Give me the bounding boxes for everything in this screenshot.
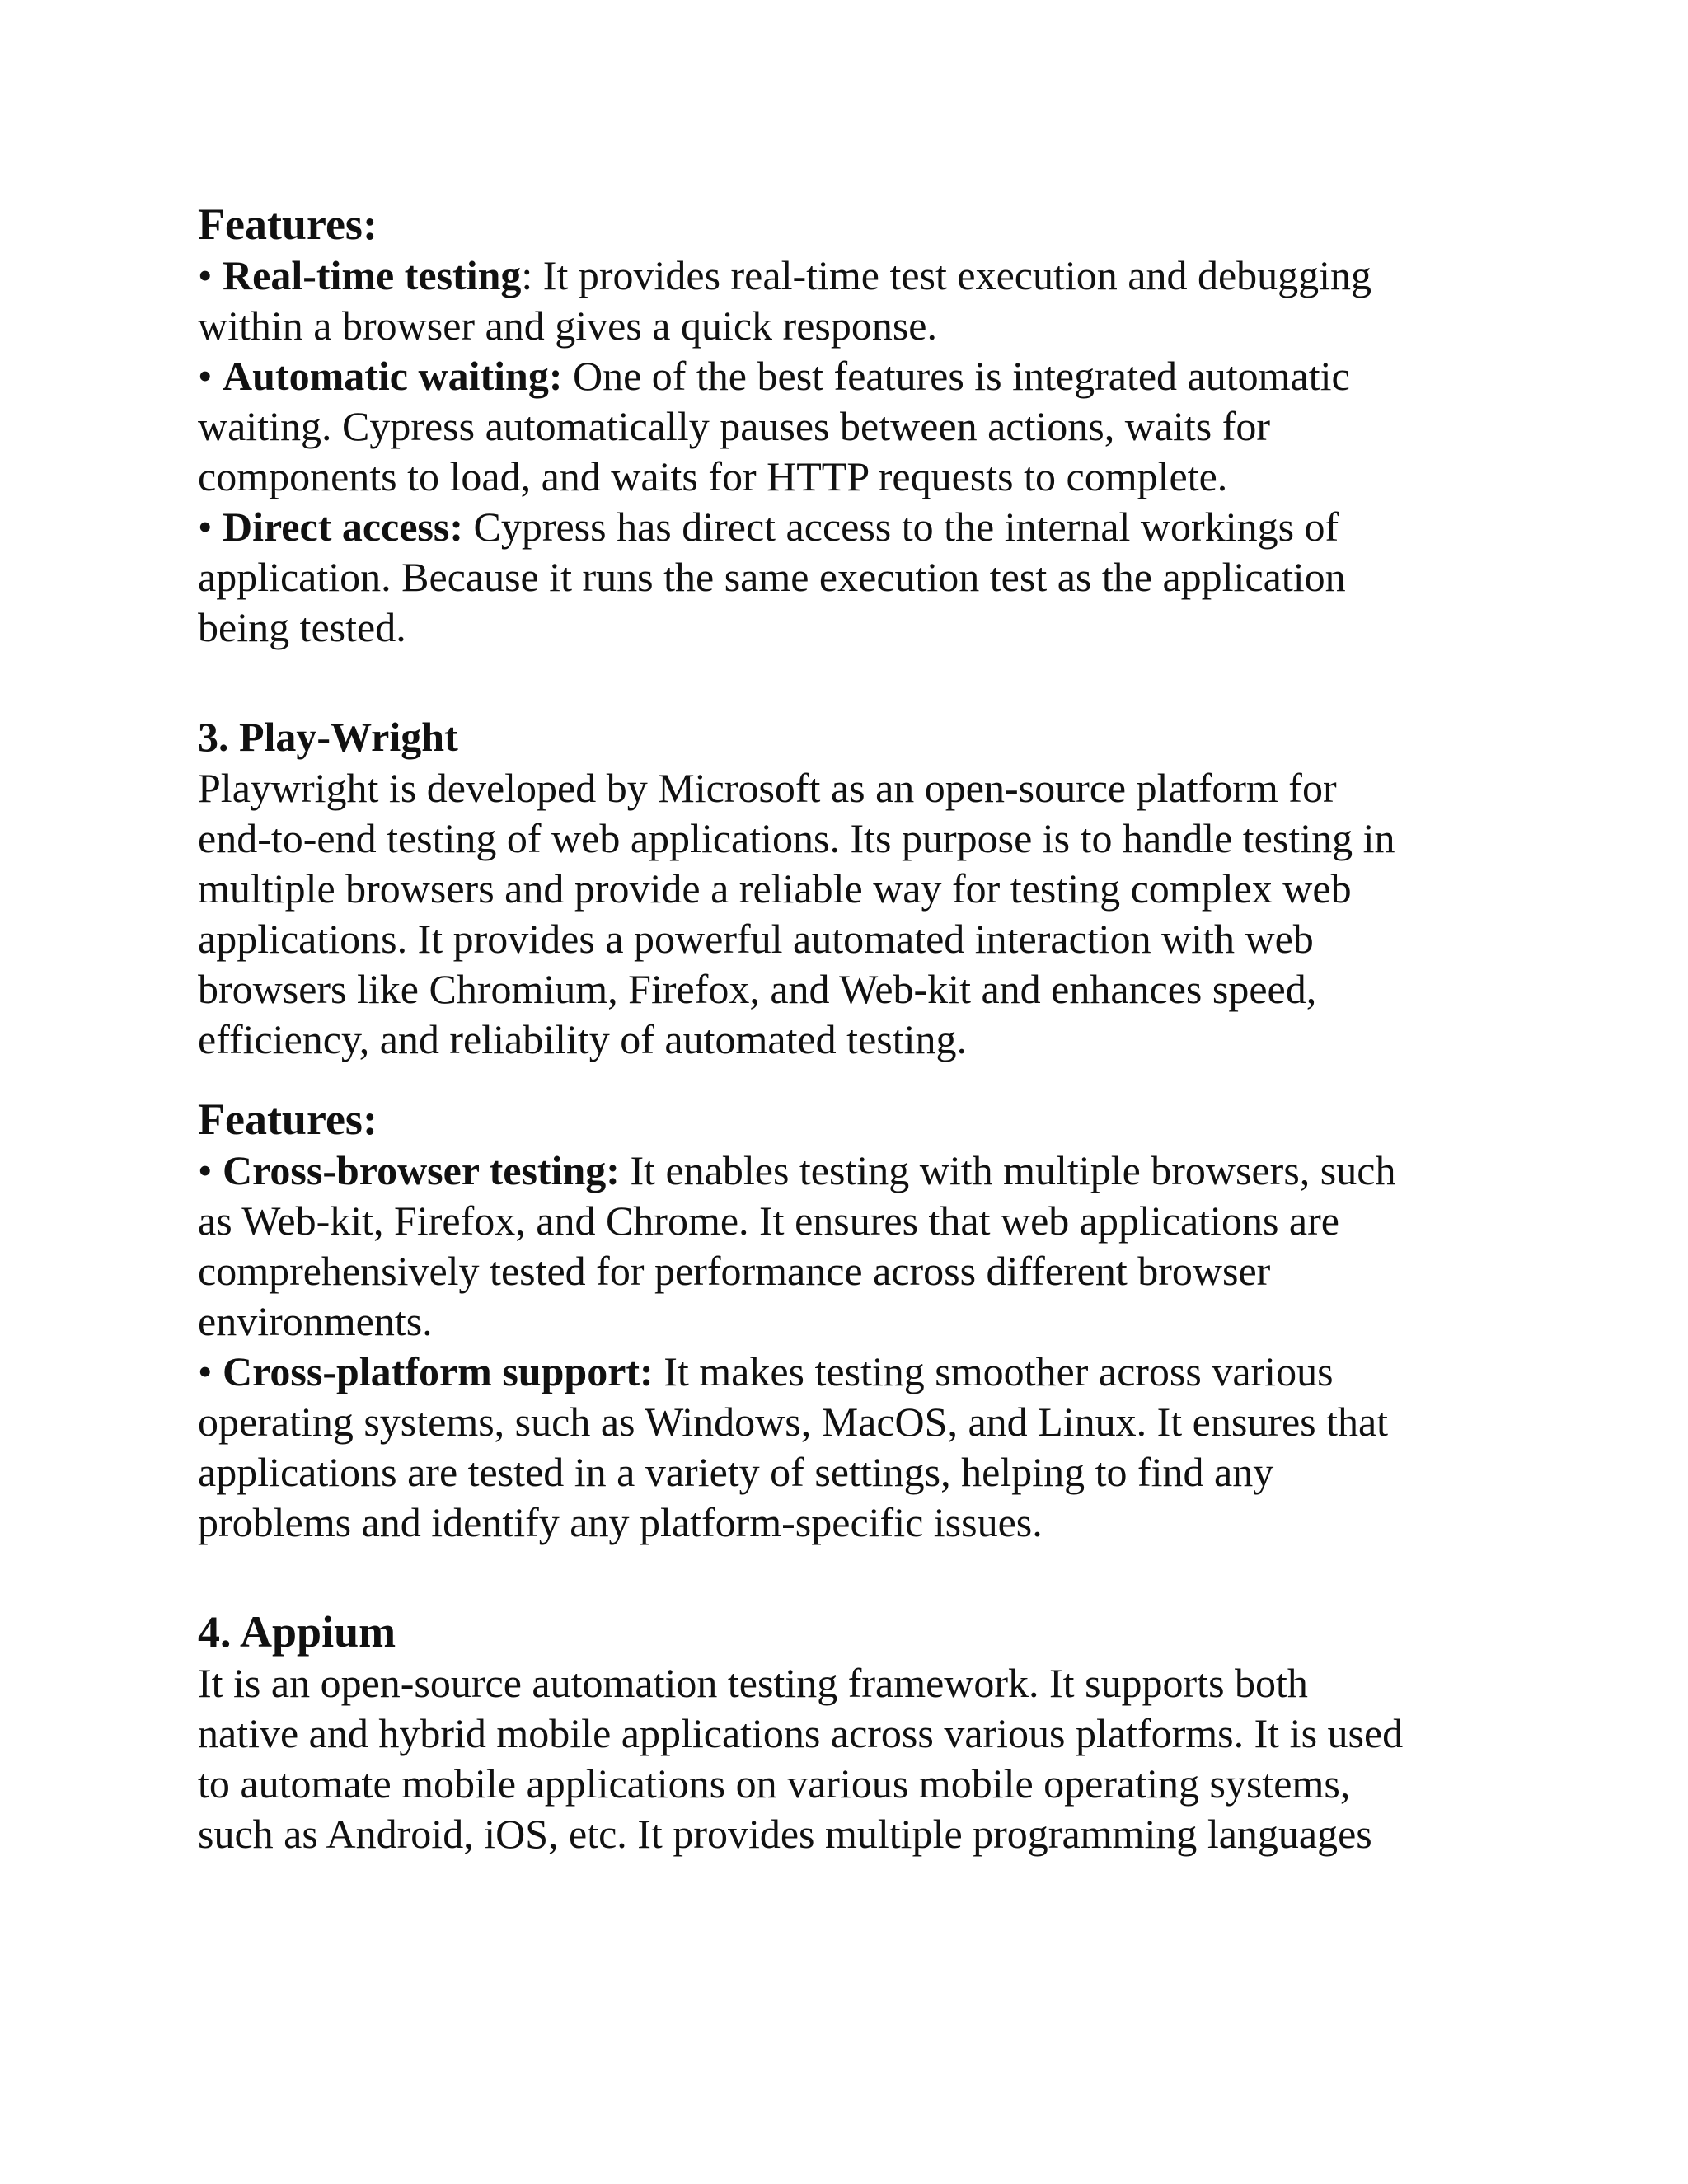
paragraph-line: applications. It provides a powerful automated interaction with web	[198, 916, 1314, 962]
paragraph-line: It is an open-source automation testing framework. It supports both	[198, 1660, 1308, 1706]
bullet-cross-browser-testing	[198, 1146, 1533, 1196]
bullet-text-line: within a browser and gives a quick response.	[198, 302, 937, 349]
paragraph-line: multiple browsers and provide a reliable way for testing complex web	[198, 865, 1352, 912]
bullet-text-line: applications are tested in a variety of settings, helping to find any	[198, 1449, 1274, 1495]
features-heading: Features:	[198, 199, 377, 249]
bullet-text: Cypress has direct access to the internal workings of	[462, 504, 1339, 550]
bullet-marker: •	[198, 1348, 213, 1394]
bullet-text-line: application. Because it runs the same execution test as the application	[198, 554, 1346, 600]
paragraph-line: native and hybrid mobile applications across various platforms. It is used	[198, 1710, 1404, 1756]
bullet-cross-platform-support	[198, 1347, 1533, 1397]
document-page	[198, 198, 1533, 1859]
paragraph-line: Playwright is developed by Microsoft as an open-source platform for	[198, 765, 1337, 811]
bullet-text-line: problems and identify any platform-specific issues.	[198, 1499, 1043, 1545]
bullet-term: Cross-browser testing:	[223, 1147, 620, 1193]
bullet-term: Direct access:	[223, 504, 463, 550]
section-heading-appium: 4. Appium	[198, 1607, 396, 1657]
bullet-text: : It provides real-time test execution and debugging	[521, 252, 1372, 298]
features-heading: Features:	[198, 1094, 377, 1144]
bullet-direct-access	[198, 502, 1533, 552]
bullet-term: Cross-platform support:	[223, 1348, 654, 1394]
bullet-text-line: components to load, and waits for HTTP requests to complete.	[198, 453, 1228, 499]
bullet-marker: •	[198, 504, 213, 550]
bullet-term: Real-time testing	[223, 252, 522, 298]
bullet-text-line: as Web-kit, Firefox, and Chrome. It ensures that web applications are	[198, 1197, 1339, 1244]
bullet-text-line: operating systems, such as Windows, MacOS, and Linux. It ensures that	[198, 1399, 1389, 1445]
bullet-text: It makes testing smoother across various	[653, 1348, 1334, 1394]
bullet-text-line: environments.	[198, 1298, 433, 1344]
paragraph-line: to automate mobile applications on various mobile operating systems,	[198, 1760, 1351, 1807]
bullet-text: It enables testing with multiple browsers, such	[619, 1147, 1396, 1193]
paragraph-line: such as Android, iOS, etc. It provides multiple programming languages	[198, 1811, 1372, 1857]
bullet-text-line: being tested.	[198, 604, 406, 650]
paragraph-line: browsers like Chromium, Firefox, and Web-kit and enhances speed,	[198, 966, 1317, 1012]
bullet-automatic-waiting	[198, 351, 1533, 401]
paragraph-line: efficiency, and reliability of automated testing.	[198, 1016, 968, 1062]
bullet-real-time-testing	[198, 251, 1533, 301]
bullet-text: One of the best features is integrated automatic	[562, 353, 1350, 399]
bullet-text-line: waiting. Cypress automatically pauses between actions, waits for	[198, 403, 1271, 449]
section-heading-playwright: 3. Play-Wright	[198, 714, 458, 760]
bullet-marker: •	[198, 353, 213, 399]
bullet-marker: •	[198, 1147, 213, 1193]
paragraph-line: end-to-end testing of web applications. Its purpose is to handle testing in	[198, 815, 1395, 861]
bullet-marker: •	[198, 252, 213, 298]
bullet-term: Automatic waiting:	[223, 353, 563, 399]
bullet-text-line: comprehensively tested for performance across different browser	[198, 1248, 1271, 1294]
